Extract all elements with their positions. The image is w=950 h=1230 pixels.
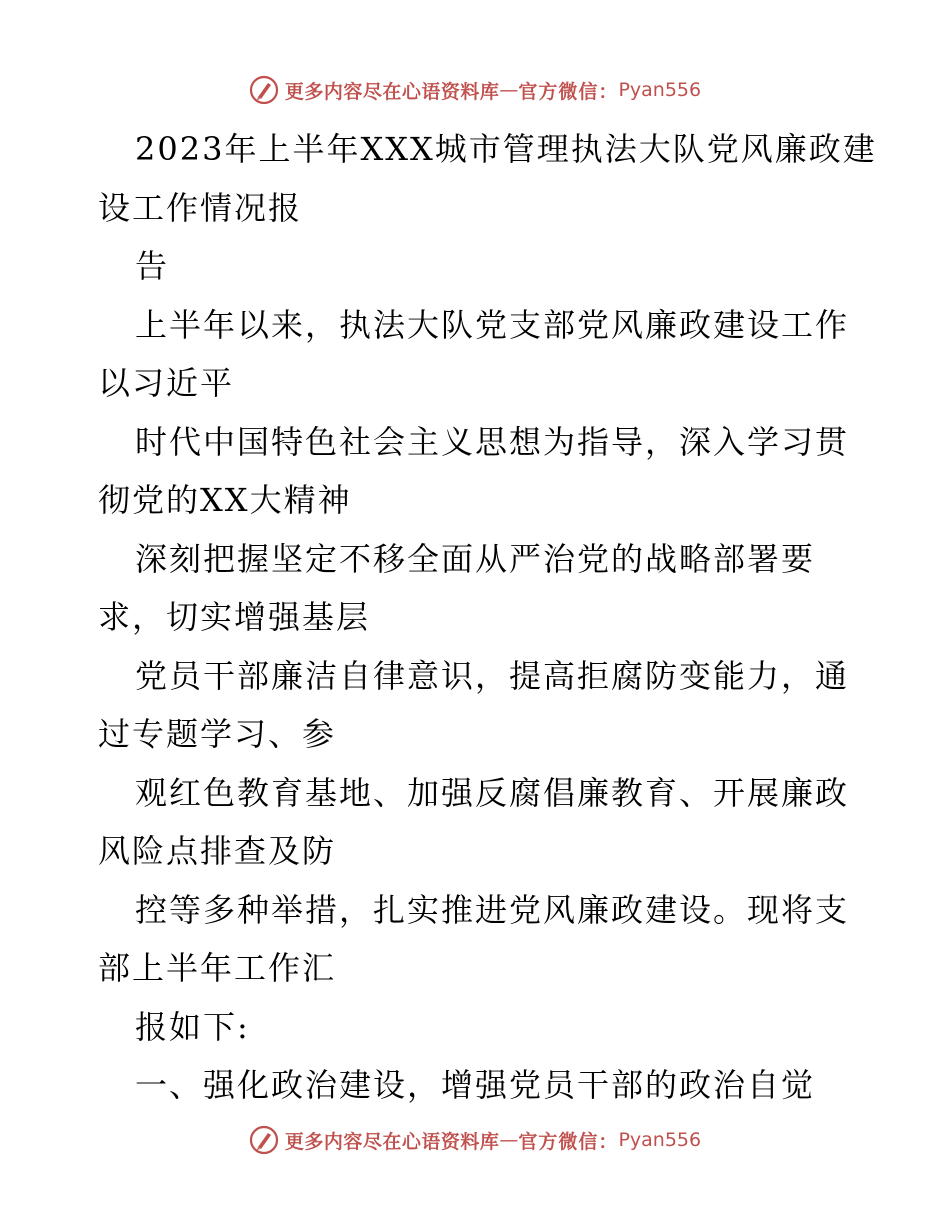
watermark-dash: — (499, 79, 519, 101)
footer-watermark (0, 1120, 950, 1160)
text-line: 彻党的XX大精神 (98, 481, 352, 519)
watermark-wechat-id: Pyan556 (618, 1129, 702, 1151)
watermark-wechat-label: 官方微信： (518, 1130, 619, 1153)
text-line: 控等多种举措，扎实推进党风廉政建设。现将支 (135, 890, 850, 929)
watermark-site: 更多内容尽在心语资料库 (284, 1130, 500, 1153)
text-line: 风险点排查及防 (98, 832, 337, 870)
watermark-wechat-id: Pyan556 (618, 79, 702, 101)
text-line: 时代中国特色社会主义思想为指导，深入学习贯 (135, 422, 850, 461)
text-line: 一、强化政治建设，增强党员干部的政治自觉 (135, 1066, 816, 1104)
text-line: 上半年以来，执法大队党支部党风廉政建设工作 (135, 305, 850, 344)
text-line: 报如下: (135, 1007, 250, 1046)
watermark-site: 更多内容尽在心语资料库 (284, 80, 500, 103)
text-line: 求，切实增强基层 (98, 598, 371, 636)
text-line: 部上半年工作汇 (98, 949, 337, 987)
watermark-wechat-label: 官方微信： (518, 80, 619, 103)
text-line: 以习近平 (98, 364, 235, 402)
text-line: 设工作情况报 (98, 188, 303, 227)
pen-logo-icon (249, 1125, 279, 1155)
text-line: 党员干部廉洁自律意识，提高拒腐防变能力，通 (135, 656, 850, 695)
text-line: 过专题学习、参 (98, 715, 337, 753)
document-body (98, 120, 877, 1115)
text-line: 深刻把握坚定不移全面从严治党的战略部署要 (135, 539, 816, 578)
header-watermark (0, 70, 950, 110)
watermark-dash: — (499, 1129, 519, 1151)
pen-logo-icon (249, 75, 279, 105)
text-line: 2023年上半年XXX城市管理执法大队党风廉政建 (135, 130, 877, 168)
text-line: 告 (135, 247, 170, 285)
text-line: 观红色教育基地、加强反腐倡廉教育、开展廉政 (135, 773, 850, 812)
